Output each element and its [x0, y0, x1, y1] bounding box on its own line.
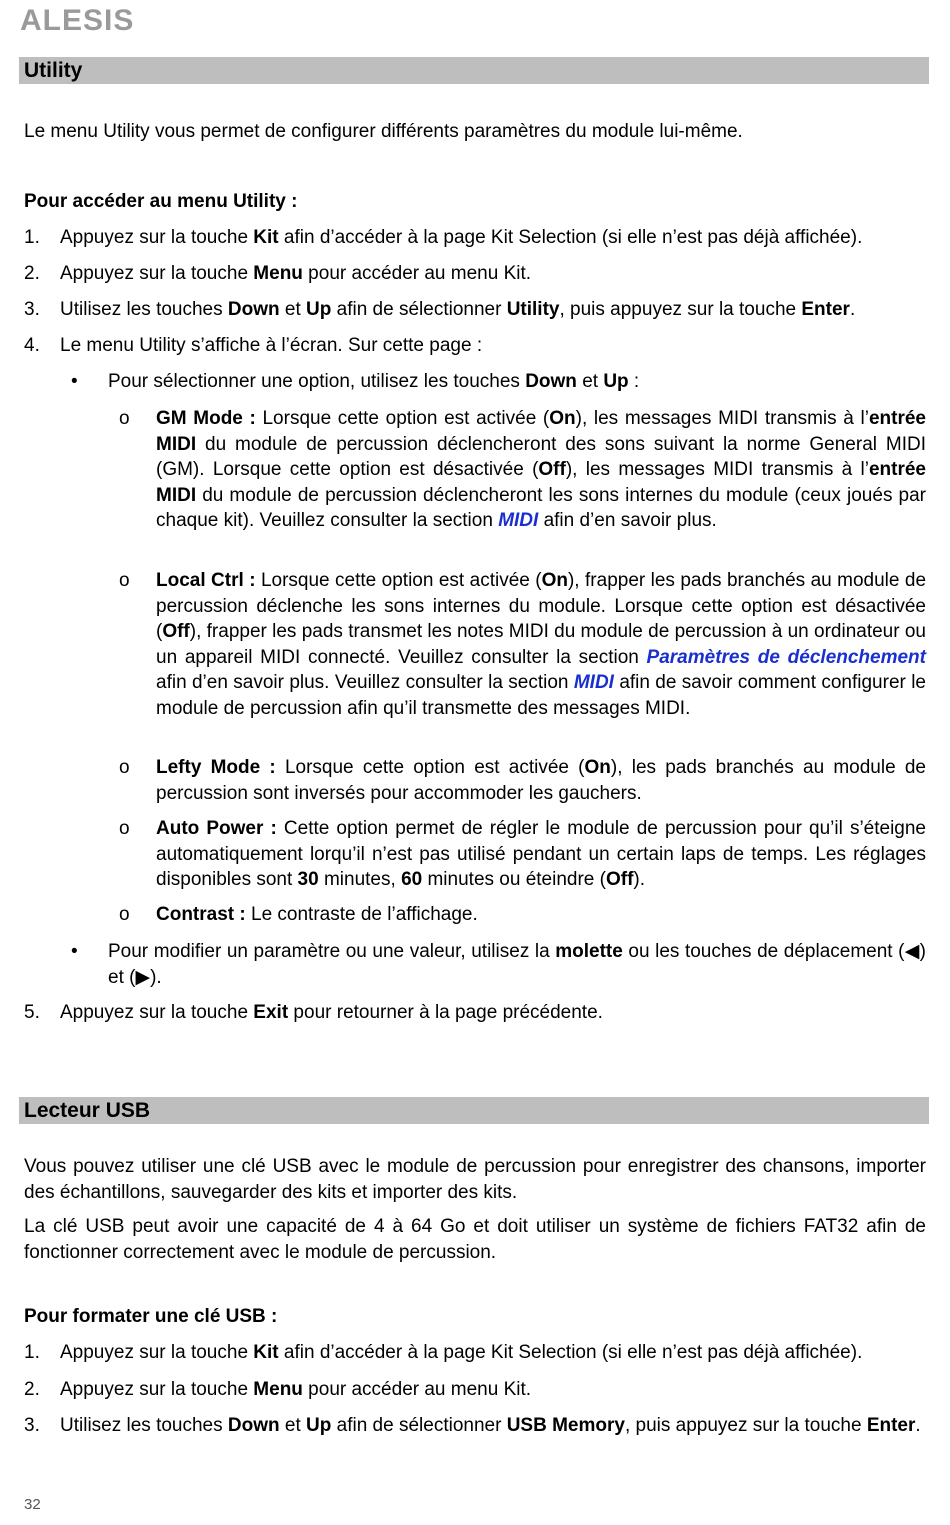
section-title: Utility: [24, 59, 83, 82]
logo-text: ALESIS: [20, 4, 135, 36]
usb-step-1: 1. Appuyez sur la touche Kit afin d’accéder à la page Kit Selection (si elle n’est pas déjà affichée).: [24, 1342, 863, 1363]
section-header-utility: [19, 57, 929, 84]
bullet-select-option: • Pour sélectionner une option, utilisez les touches Down et Up :: [71, 371, 640, 392]
utility-intro: Le menu Utility vous permet de configurer différents paramètres du module lui-même.: [24, 121, 743, 142]
utility-step-3: 3. Utilisez les touches Down et Up afin de sélectionner Utility, puis appuyez sur la touche Enter.: [24, 299, 856, 320]
option-lefty-mode: o Lefty Mode : Lorsque cette option est activée (On), les pads branchés au module de percussion sont inversés pour accommoder les gauchers.: [119, 757, 927, 804]
usb-heading: Pour formater une clé USB :: [24, 1306, 278, 1327]
usb-paragraph-1: Vous pouvez utiliser une clé USB avec le module de percussion pour enregistrer des chansons, importer des échantillons, sauvegarder des kits et importer des kits.: [24, 1156, 926, 1203]
utility-heading: Pour accéder au menu Utility :: [24, 191, 298, 212]
option-local-ctrl: o Local Ctrl : Lorsque cette option est activée (On), frapper les pads branchés au module de percussion déclenche les sons internes du module. Lorsque cette option est désactivée (Off), frapper les pads transmet les notes MIDI du module de percussion à un ordinateur ou un appareil MIDI connecté. Veuillez consulter la section Paramètres de déclenchement afin d’en savoir plus. Veuillez consulter la section MIDI afin de savoir comment configurer le module de percussion afin qu’il transmette des messages MIDI.: [119, 570, 927, 719]
option-contrast: o Contrast : Le contraste de l’affichage.: [119, 904, 478, 925]
usb-step-3: 3. Utilisez les touches Down et Up afin de sélectionner USB Memory, puis appuyez sur la touche Enter.: [24, 1415, 921, 1436]
alesis-logo: [20, 2, 195, 36]
utility-step-5: 5. Appuyez sur la touche Exit pour retourner à la page précédente.: [24, 1002, 603, 1023]
usb-paragraph-2: La clé USB peut avoir une capacité de 4 à 64 Go et doit utiliser un système de fichiers FAT32 afin de fonctionner correctement avec le module de percussion.: [24, 1216, 926, 1263]
section-header-usb: [19, 1097, 929, 1124]
section-title: Lecteur USB: [24, 1099, 151, 1122]
utility-step-1: 1. Appuyez sur la touche Kit afin d’accéder à la page Kit Selection (si elle n’est pas déjà affichée).: [24, 227, 863, 248]
option-auto-power: o Auto Power : Cette option permet de régler le module de percussion pour qu’il s’éteigne automatiquement lorqu’il n’est pas utilisé pendant un certain laps de temps. Les réglages disponibles sont 30 minutes, 60 minutes ou éteindre (Off).: [119, 818, 927, 890]
usb-step-2: 2. Appuyez sur la touche Menu pour accéder au menu Kit.: [24, 1379, 532, 1400]
utility-step-4: 4. Le menu Utility s’affiche à l’écran. Sur cette page :: [24, 335, 483, 356]
page-number: 32: [24, 1496, 41, 1513]
utility-step-2: 2. Appuyez sur la touche Menu pour accéder au menu Kit.: [24, 263, 532, 284]
midi-link[interactable]: MIDI: [498, 510, 539, 531]
midi-link-2[interactable]: MIDI: [573, 672, 614, 693]
bullet-modify-value: • Pour modifier un paramètre ou une valeur, utilisez la molette ou les touches de déplacement (◀) et (▶).: [71, 941, 926, 988]
option-gm-mode: o GM Mode : Lorsque cette option est activée (On), les messages MIDI transmis à l’entrée MIDI du module de percussion déclencheront des sons suivant la norme General MIDI (GM). Lorsque cette option est désactivée (Off), les messages MIDI transmis à l’entrée MIDI du module de percussion déclencheront les sons internes du module (ceux joués par chaque kit). Veuillez consulter la section MIDI afin d’en savoir plus.: [119, 408, 926, 531]
trigger-settings-link[interactable]: Paramètres de déclenchement: [646, 646, 926, 668]
